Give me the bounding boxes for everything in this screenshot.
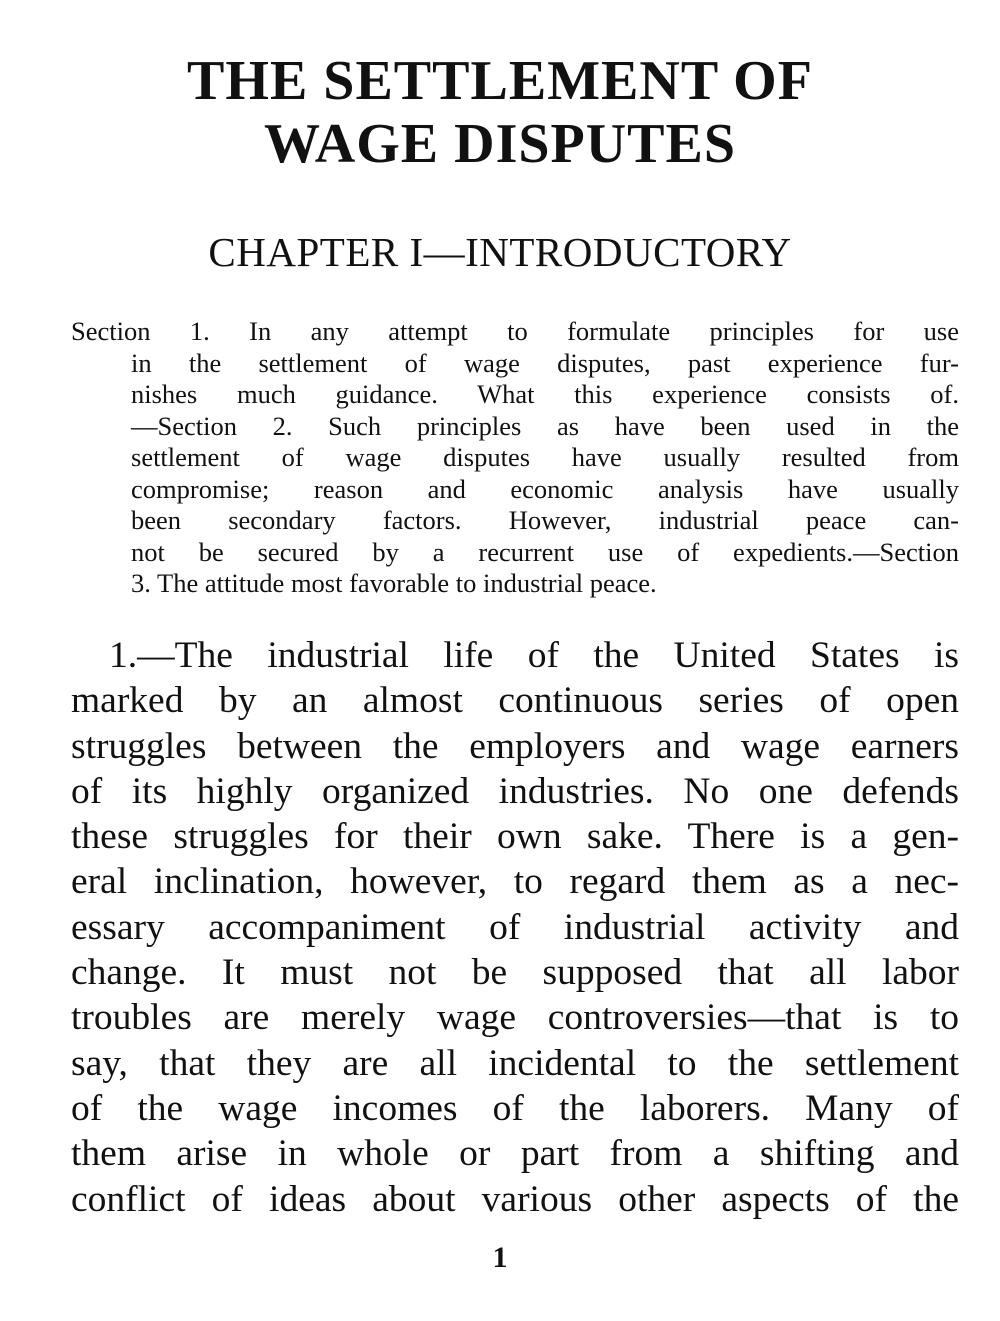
synopsis-line: 3. The attitude most favorable to industrial peace. bbox=[131, 568, 657, 598]
synopsis-line: Section 1. In any attempt to formulate principles for use bbox=[71, 316, 959, 346]
paragraph-line: eral inclination, however, to regard them as a nec- bbox=[71, 861, 959, 903]
chapter-heading: CHAPTER I—INTRODUCTORY bbox=[208, 229, 792, 275]
paragraph-line: these struggles for their own sake. There is a gen- bbox=[71, 816, 959, 858]
synopsis-line: settlement of wage disputes have usually resulted from bbox=[131, 442, 959, 472]
paragraph-line: conflict of ideas about various other aspects of the bbox=[71, 1178, 959, 1220]
paragraph-line: struggles between the employers and wage earners bbox=[71, 725, 959, 767]
paragraph-line: them arise in whole or part from a shifting and bbox=[71, 1133, 959, 1175]
synopsis-line: nishes much guidance. What this experience consists of. bbox=[131, 379, 959, 409]
paragraph-line: of its highly organized industries. No one defends bbox=[71, 770, 959, 812]
synopsis-line: compromise; reason and economic analysis have usually bbox=[131, 473, 959, 504]
paragraph-line: say, that they are all incidental to the settlement bbox=[71, 1042, 959, 1084]
paragraph-line: change. It must not be supposed that all labor bbox=[71, 952, 959, 994]
body-paragraph bbox=[71, 633, 959, 1222]
book-title-line-2: WAGE DISPUTES bbox=[263, 113, 737, 175]
synopsis-line: —Section 2. Such principles as have been used in the bbox=[131, 410, 959, 441]
paragraph-line: marked by an almost continuous series of open bbox=[71, 680, 959, 722]
paragraph-line: troubles are merely wage controversies—that is to bbox=[71, 997, 959, 1039]
chapter-synopsis bbox=[71, 316, 959, 600]
synopsis-line: not be secured by a recurrent use of expedients.—Section bbox=[131, 536, 959, 567]
paragraph-line: essary accompaniment of industrial activity and bbox=[71, 906, 959, 948]
synopsis-line: been secondary factors. However, industrial peace can- bbox=[131, 505, 959, 535]
paragraph-line: of the wage incomes of the laborers. Many of bbox=[71, 1087, 959, 1129]
page-number: 1 bbox=[492, 1241, 508, 1274]
book-title-line-1: THE SETTLEMENT OF bbox=[187, 50, 813, 112]
paragraph-line: 1.—The industrial life of the United States is bbox=[109, 635, 959, 676]
synopsis-line: in the settlement of wage disputes, past experience fur- bbox=[131, 347, 959, 378]
